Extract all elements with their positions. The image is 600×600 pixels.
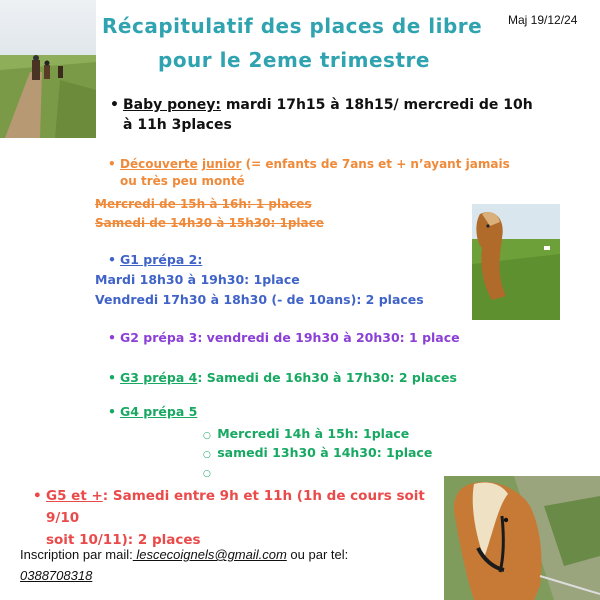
g1-label: G1 prépa 2:	[120, 252, 203, 267]
footer-contact	[20, 544, 440, 586]
footer-middle: ou par tel:	[286, 547, 349, 562]
g1-line-2: Vendredi 17h30 à 18h30 (- de 10ans): 2 places	[95, 292, 424, 307]
decouverte-text-1: (= enfants de 7ans et + n’ayant jamais	[241, 157, 510, 171]
photo-horse-halter	[444, 476, 600, 600]
g5-item	[33, 485, 453, 551]
decouverte-label: Découverte	[120, 157, 198, 171]
footer-prefix: Inscription par mail:	[20, 547, 133, 562]
g2-text: G2 prépa 3: vendredi de 19h30 à 20h30: 1 place	[120, 330, 460, 345]
g4-item	[108, 402, 197, 421]
circle-bullet: ○	[203, 431, 211, 441]
bullet: •	[33, 488, 42, 504]
decouverte-text-2: ou très peu monté	[120, 174, 245, 188]
g1-item	[108, 250, 202, 269]
circle-bullet: ○	[203, 469, 211, 479]
photo-riders-field	[0, 0, 96, 138]
g4-sub-2-text: samedi 13h30 à 14h30: 1place	[217, 445, 433, 460]
g1-line-1: Mardi 18h30 à 19h30: 1place	[95, 272, 300, 287]
baby-poney-text-1: mardi 17h15 à 18h15/ mercredi de 10h	[220, 97, 533, 113]
baby-poney-text-2: à 11h 3places	[123, 117, 232, 133]
phone-link[interactable]: 0388708318	[20, 568, 93, 583]
g4-sub-2	[203, 443, 432, 465]
g3-item	[108, 368, 457, 387]
decouverte-struck-2: Samedi de 14h30 à 15h30: 1place	[95, 216, 324, 230]
bullet: •	[110, 97, 119, 113]
decouverte-struck-1: Mercredi de 15h à 16h: 1 places	[95, 197, 312, 211]
bullet: •	[108, 404, 116, 419]
g3-text: : Samedi de 16h30 à 17h30: 2 places	[197, 370, 457, 385]
bullet: •	[108, 157, 116, 171]
g3-label: G3 prépa 4	[120, 370, 198, 385]
g4-label: G4 prépa 5	[120, 404, 198, 419]
g5-text-1: : Samedi entre 9h et 11h (1h de cours soit 9/10	[46, 488, 425, 526]
g2-item	[108, 330, 460, 345]
page-title-line2: pour le 2eme trimestre	[158, 48, 430, 72]
decouverte-item	[108, 156, 578, 190]
g5-text-2: soit 10/11): 2 places	[46, 532, 201, 548]
g5-label: G5 et +	[46, 488, 103, 504]
email-link[interactable]: lescecoignels@gmail.com	[132, 547, 287, 562]
baby-poney-label: Baby poney:	[123, 97, 221, 113]
circle-bullet: ○	[203, 450, 211, 460]
g4-sub-empty	[203, 462, 211, 484]
bullet: •	[108, 252, 116, 267]
junior-label: junior	[201, 157, 242, 171]
bullet: •	[108, 370, 116, 385]
g4-sub-1-text: Mercredi 14h à 15h: 1place	[217, 426, 410, 441]
baby-poney-item	[110, 95, 580, 135]
update-date: Maj 19/12/24	[508, 13, 578, 27]
page-title-line1: Récapitulatif des places de libre	[102, 14, 483, 38]
photo-horse-grazing	[472, 204, 560, 320]
bullet: •	[108, 330, 116, 345]
